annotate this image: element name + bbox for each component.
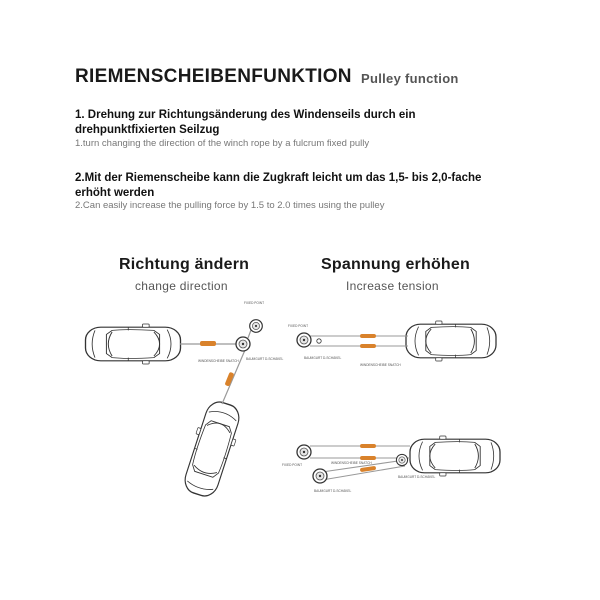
left-diagram-title: Richtung ändern	[119, 256, 250, 273]
right-car-top	[406, 321, 496, 361]
snatch-block-marker	[200, 341, 216, 346]
snatch-label-right-bottom: WINDENSCHEIBE SNATCH	[331, 461, 372, 465]
double-marker-1	[360, 444, 376, 448]
fixed-point-pulley	[250, 320, 263, 333]
right-diagram-title: Spannung erhöhen	[321, 256, 470, 273]
double-marker-2	[360, 456, 376, 460]
fixed-point-label-right-top: FIXED POINT	[288, 324, 309, 328]
tension-marker-upper	[360, 334, 376, 338]
tension-marker-lower	[360, 344, 376, 348]
strap-label-right-bottom-2: BAUMGURT D-SCHÄKEL	[398, 475, 436, 479]
right-pulley-bottom-3	[396, 454, 407, 465]
rope-lines	[180, 322, 254, 404]
right-pulley-bottom-1	[297, 445, 311, 459]
point-1-german: 1. Drehung zur Richtungsänderung des Windenseils durch ein drehpunktfixierten Seilzug	[75, 109, 416, 136]
right-diagram-subtitle: Increase tension	[346, 279, 439, 293]
right-car-bottom	[410, 436, 500, 476]
point-1-english: 1.turn changing the direction of the winch rope by a fulcrum fixed pully	[75, 138, 370, 149]
strap-label-right-top: BAUMGURT D-SCHÄKEL	[304, 356, 342, 360]
page-subtitle: Pulley function	[361, 71, 459, 86]
left-diagram	[86, 301, 284, 500]
left-car-horizontal	[86, 324, 181, 364]
strap-label-left: BAUMGURT D-SCHÄKEL	[246, 357, 284, 361]
right-diagram-top	[288, 321, 496, 367]
right-pulley-bottom-2	[313, 469, 327, 483]
point-2-german: 2.Mit der Riemenscheibe kann die Zugkraft leicht um das 1,5- bis 2,0-fache erhöht werden	[75, 172, 482, 199]
fixed-point-label-right-bottom: FIXED POINT	[282, 463, 303, 467]
page-title: RIEMENSCHEIBENFUNKTION	[75, 66, 352, 87]
fixed-point-label-left: FIXED POINT	[244, 301, 265, 305]
snatch-label-right-top: WINDENSCHEIBE SNATCH	[360, 363, 401, 367]
right-pulley-top	[297, 333, 311, 347]
right-diagram-bottom	[282, 436, 500, 493]
left-car-angled	[178, 398, 245, 501]
point-2-english: 2.Can easily increase the pulling force by 1.5 to 2.0 times using the pulley	[75, 200, 385, 211]
snatch-block-label-left: WINDENSCHEIBE SNATCH	[198, 359, 239, 363]
snatch-block-pulley	[236, 337, 250, 351]
left-diagram-subtitle: change direction	[135, 279, 228, 293]
strap-label-right-bottom: BAUMGURT D-SCHÄKEL	[314, 489, 352, 493]
